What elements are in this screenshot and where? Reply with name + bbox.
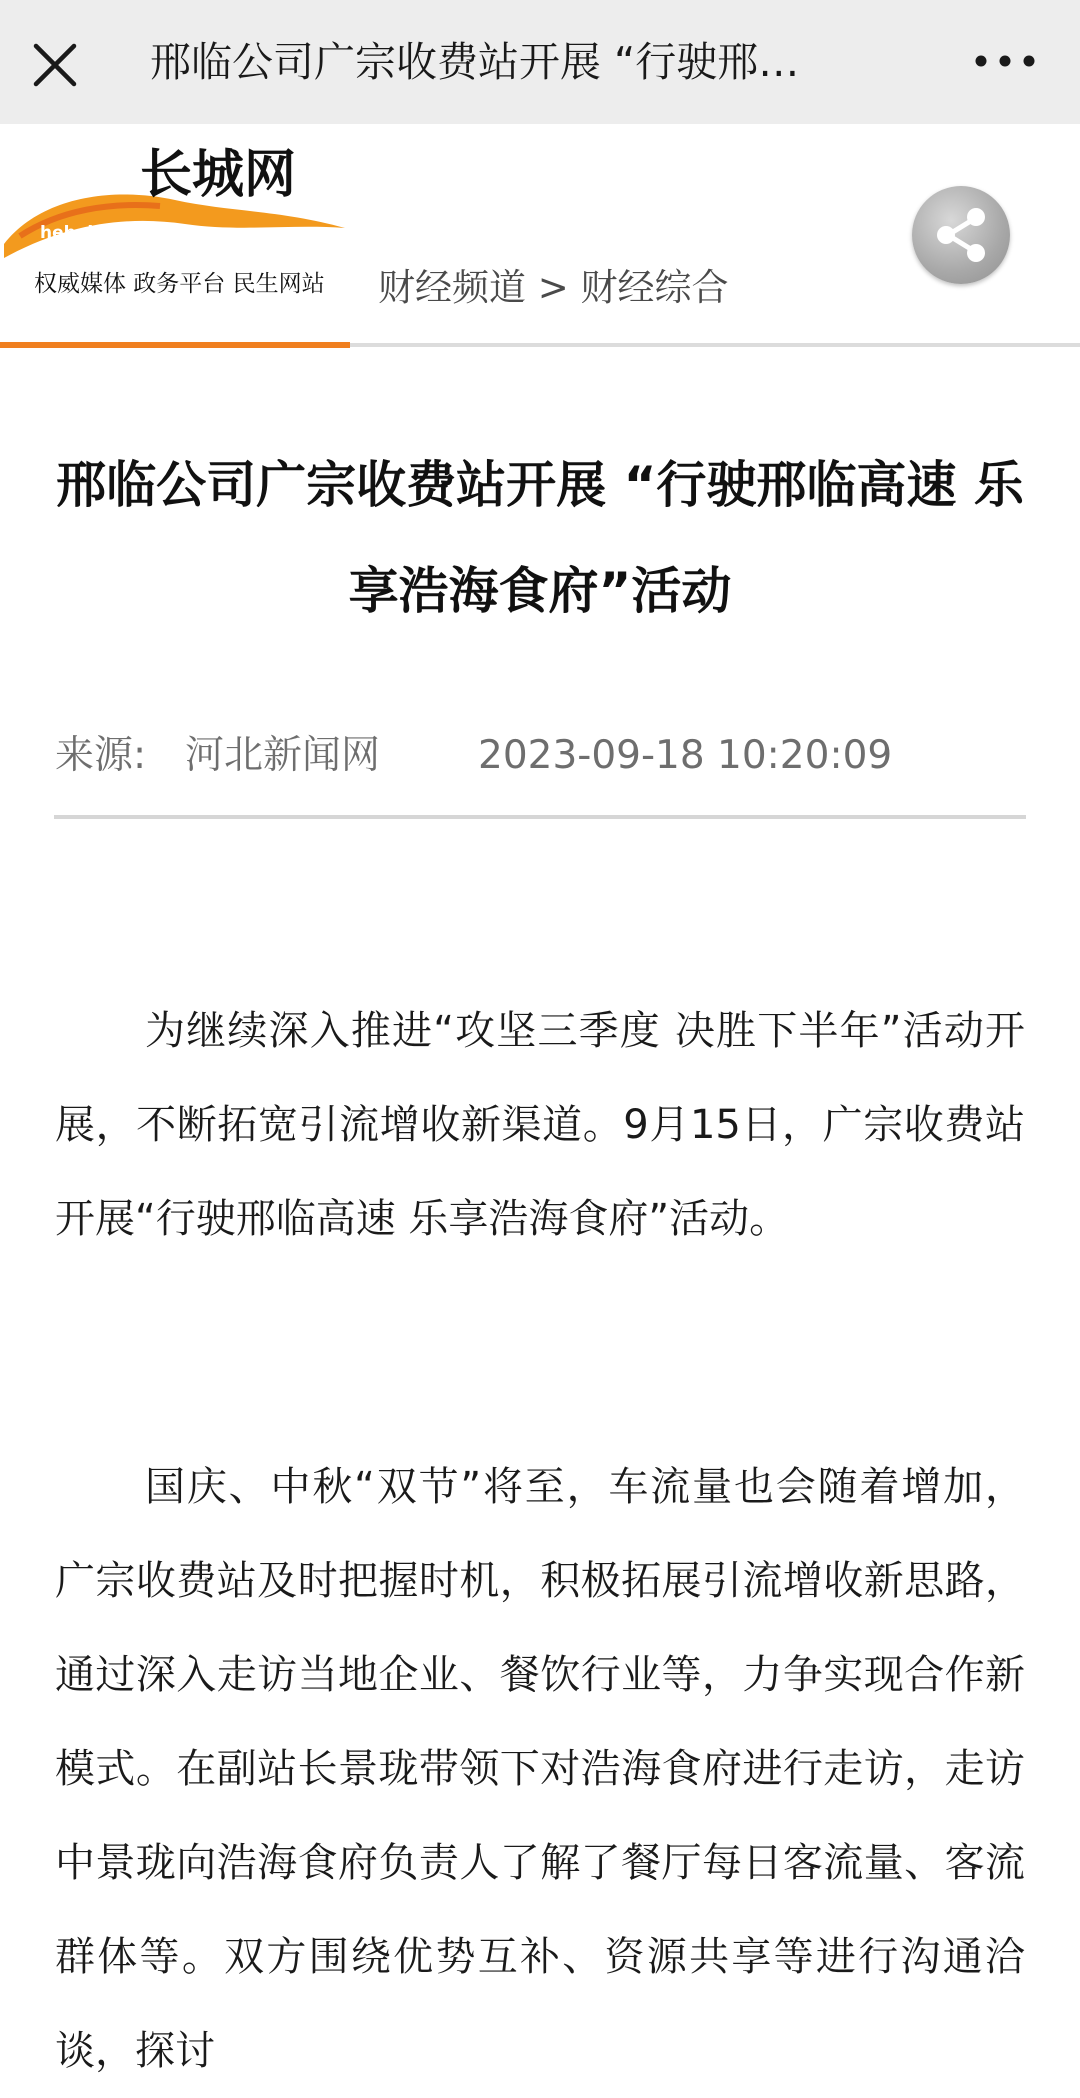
source-label: 来源:	[55, 733, 147, 778]
meta-divider	[54, 815, 1026, 819]
page-title: 邢临公司广宗收费站开展 “行驶邢…	[150, 38, 800, 86]
site-slogan: 权威媒体 政务平台 民生网站	[34, 271, 325, 297]
share-icon	[912, 186, 1010, 284]
article-datetime: 2023-09-18 10:20:09	[478, 733, 893, 778]
svg-text:长城网: 长城网	[140, 145, 297, 205]
share-button[interactable]	[912, 186, 1010, 284]
article-source[interactable]: 河北新闻网	[185, 733, 381, 778]
header-accent-line	[0, 342, 350, 348]
article-meta	[55, 728, 1035, 784]
close-icon[interactable]	[28, 30, 82, 92]
article-title: 邢临公司广宗收费站开展 “行驶邢临高速 乐享浩海食府”活动	[56, 456, 1024, 620]
more-icon[interactable]	[970, 36, 1040, 86]
article-paragraph: 国庆、中秋“双节”将至，车流量也会随着增加，广宗收费站及时把握时机，积极拓展引流增收新思路，通过深入走访当地企业、餐饮行业等，力争实现合作新模式。在副站长景珑带领下对浩海食府进行走访，走访中景珑向浩海食府负责人了解了餐厅每日客流量、客流群体等。双方围绕优势互补、资源共享等进行沟通洽谈，探讨	[55, 1464, 1025, 2074]
svg-text:hebei.com.cn: hebei.com.cn	[40, 223, 168, 243]
breadcrumb[interactable]: 财经频道 > 财经综合	[378, 266, 729, 309]
top-bar	[0, 0, 1080, 124]
article-paragraph: 为继续深入推进“攻坚三季度 决胜下半年”活动开展，不断拓宽引流增收新渠道。9月15日，广宗收费站开展“行驶邢临高速 乐享浩海食府”活动。	[55, 1008, 1025, 1242]
